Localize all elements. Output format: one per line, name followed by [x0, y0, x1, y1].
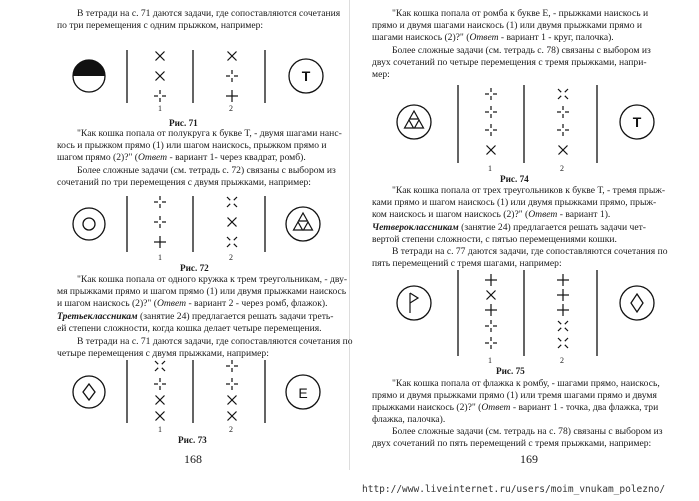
page-number: 168 — [184, 452, 202, 466]
letter-t-glyph: Т — [301, 68, 311, 84]
step-straight-mark — [557, 304, 569, 316]
text-line: "Как кошка попала от трех треугольников к букве Т, - тремя прыж- — [392, 185, 666, 196]
letter-t-icon — [620, 105, 654, 139]
half-circle-icon — [73, 60, 105, 92]
step-diagonal-mark — [228, 412, 237, 421]
text-line: Более сложные задачи (см. тетрадь с. 78) связаны с выбором из — [392, 45, 651, 56]
step-diagonal-mark — [559, 146, 568, 155]
grade-label: Третьеклассникам — [57, 311, 138, 322]
text-line: по три перемещения с одним прыжком, например: — [57, 20, 264, 31]
text-line: четыре перемещения с двумя прыжками, например: — [57, 348, 269, 359]
three-triangles-icon — [286, 207, 320, 241]
step-straight-mark — [226, 90, 238, 102]
letter-t-icon — [289, 59, 323, 93]
figure-74 — [397, 85, 654, 163]
text-line: двух сочетаний по пять перемещений с тремя прыжками, например: — [372, 438, 652, 449]
figure-caption: Рис. 74 — [500, 174, 529, 184]
text-run: ком наискось и шагом наискось (2)?" ( — [372, 209, 529, 220]
figure-caption: Рис. 71 — [169, 118, 198, 128]
jump-straight-mark — [226, 378, 238, 390]
jump-straight-mark — [154, 196, 166, 208]
grade-label: Четвероклассникам — [372, 222, 459, 233]
jump-diagonal-mark — [227, 237, 237, 247]
letter-t-glyph: Т — [632, 114, 642, 130]
step-diagonal-mark — [228, 52, 237, 61]
variant-label: 1 — [488, 164, 492, 173]
figure-73 — [73, 360, 320, 423]
text-line: вертой степени сложности, с пятью перемещениями кошки. — [372, 234, 617, 245]
text-line: двух сочетаний по четыре перемещения с тремя прыжками, напри- — [372, 57, 647, 68]
text-run: - вариант 1 - точка, два флажка, три — [510, 402, 659, 413]
text-run: - вариант 1- через квадрат, ромб). — [167, 152, 306, 163]
step-diagonal-mark — [156, 412, 165, 421]
variant-label: 2 — [229, 104, 233, 113]
text-line: "Как кошка попала от одного кружка к трем треугольникам, - дву- — [77, 274, 348, 285]
variant-label: 1 — [158, 425, 162, 434]
text-line: Более сложные задачи (см. тетрадь с. 72) связаны с выбором из — [77, 165, 336, 176]
jump-diagonal-mark — [227, 197, 237, 207]
text-line: "Как кошка попала от ромба к букве Е, - прыжками наискось и — [392, 8, 649, 19]
jump-straight-mark — [485, 337, 497, 349]
step-diagonal-mark — [228, 218, 237, 227]
text-line: прямо и двумя прыжками прямо (1) или тремя шагами прямо и двумя — [372, 390, 657, 401]
jump-straight-mark — [154, 378, 166, 390]
jump-straight-mark — [154, 216, 166, 228]
step-diagonal-mark — [487, 291, 496, 300]
jump-straight-mark — [485, 106, 497, 118]
variant-label: 2 — [229, 253, 233, 262]
step-straight-mark — [154, 236, 166, 248]
variant-label: 2 — [560, 164, 564, 173]
text-line: ками прямо и шагом наискось (1) или двумя прыжками прямо, прыж- — [372, 197, 657, 208]
step-diagonal-mark — [156, 396, 165, 405]
jump-diagonal-mark — [155, 361, 165, 371]
step-straight-mark — [557, 289, 569, 301]
jump-diagonal-mark — [558, 338, 568, 348]
answer-label: Ответ — [469, 32, 499, 43]
text-line: флажка, палочка). — [372, 414, 446, 425]
letter-e-icon — [286, 375, 320, 409]
jump-straight-mark — [557, 106, 569, 118]
variant-label: 1 — [488, 356, 492, 365]
text-run: шагом прямо (2)?" ( — [57, 152, 138, 163]
three-triangles-icon — [397, 105, 431, 139]
variant-label: 1 — [158, 253, 162, 262]
figure-75 — [397, 270, 654, 356]
text-run: и шагом наискось (2)?" ( — [57, 298, 157, 309]
letter-e-glyph: Е — [298, 385, 308, 401]
text-line: мер: — [372, 69, 390, 80]
text-line: мя прыжками прямо и шагом прямо (1) или двумя прыжками наискось — [57, 286, 347, 297]
jump-straight-mark — [226, 70, 238, 82]
step-diagonal-mark — [487, 146, 496, 155]
variant-label: 1 — [158, 104, 162, 113]
step-straight-mark — [485, 304, 497, 316]
text-line: кось и прыжком прямо (1) или шагом наискось, прыжком прямо и — [57, 140, 327, 151]
figure-71 — [73, 50, 323, 103]
diamond-in-circle-icon — [73, 376, 105, 408]
text-run: (занятие 24) предлагается решать задачи треть- — [137, 311, 334, 322]
text-line: В тетради на с. 77 даются задачи, где сопоставляются сочетания по — [392, 246, 668, 257]
text-line: В тетради на с. 71 даются задачи, где сопоставляются сочетания — [77, 8, 341, 19]
text-line: "Как кошка попала от полукруга к букве Т, - двумя шагами нанс- — [77, 128, 342, 139]
figure-caption: Рис. 72 — [180, 263, 209, 273]
answer-label: Ответ — [156, 298, 187, 309]
figure-caption: Рис. 75 — [496, 366, 525, 376]
text-line: В тетради на с. 71 даются задачи, где сопоставляются сочетания по — [77, 336, 353, 347]
circle-in-circle-icon — [73, 208, 105, 240]
answer-label: Ответ — [481, 402, 511, 413]
variant-label: 2 — [560, 356, 564, 365]
step-straight-mark — [557, 274, 569, 286]
step-diagonal-mark — [156, 72, 165, 81]
jump-diagonal-mark — [558, 321, 568, 331]
figure-caption: Рис. 73 — [178, 435, 207, 445]
text-line: прямо и двумя шагами наискось (1) или двумя прыжками прямо и — [372, 20, 643, 31]
step-diagonal-mark — [228, 396, 237, 405]
text-line: пять перемещений с тремя шагами, например: — [372, 258, 562, 269]
step-straight-mark — [485, 274, 497, 286]
text-line: сочетаний по три перемещения с двумя прыжками, например: — [57, 177, 311, 188]
answer-label: Ответ — [528, 209, 558, 220]
diamond-icon — [620, 286, 654, 320]
text-line: Более сложные задачи (см. тетрадь на с. 78) связаны с выбором из — [392, 426, 663, 437]
jump-straight-mark — [557, 124, 569, 136]
jump-straight-mark — [485, 88, 497, 100]
step-diagonal-mark — [156, 52, 165, 61]
text-run: - вариант 1). — [557, 209, 611, 220]
watermark-url: http://www.liveinternet.ru/users/moim_vnukam_polezno/ — [362, 484, 666, 495]
text-run: шагами наискось (2)?" ( — [372, 32, 470, 43]
jump-straight-mark — [485, 124, 497, 136]
variant-label: 2 — [229, 425, 233, 434]
flag-rune-icon — [397, 286, 431, 320]
text-run: прыжками наискось (2)?" ( — [372, 402, 482, 413]
jump-straight-mark — [485, 320, 497, 332]
jump-straight-mark — [154, 90, 166, 102]
text-run: (занятие 24) предлагается решать задачи чет- — [458, 222, 646, 233]
text-run: - вариант 1 - круг, палочка). — [498, 32, 614, 43]
answer-label: Ответ — [138, 152, 168, 163]
text-run: - вариант 2 - через ромб, флажок). — [186, 298, 328, 309]
jump-diagonal-mark — [558, 89, 568, 99]
text-line: ей степени сложности, когда кошка делает четыре перемещения. — [57, 323, 322, 334]
figure-72 — [73, 196, 320, 252]
text-line: "Как кошка попала от флажка к ромбу, - шагами прямо, наискось, — [392, 378, 660, 389]
page-number: 169 — [520, 452, 538, 466]
jump-straight-mark — [226, 360, 238, 372]
